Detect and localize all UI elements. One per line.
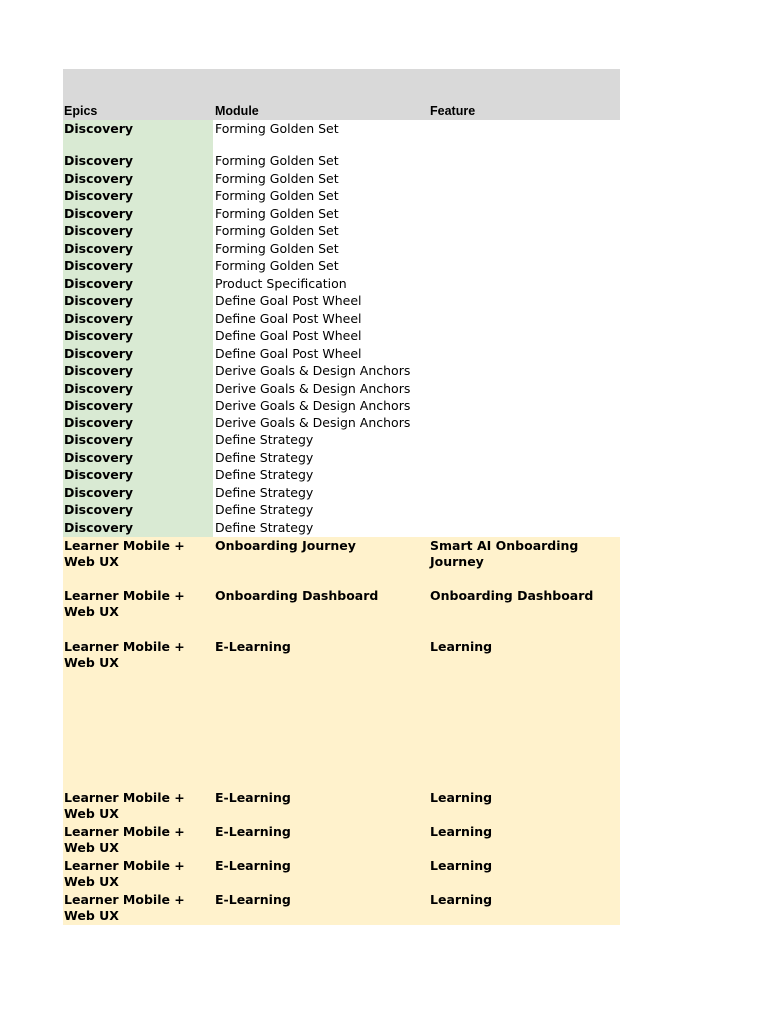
table-row bbox=[63, 170, 620, 187]
epic-cell: Learner Mobile + Web UX bbox=[64, 639, 185, 670]
table-row bbox=[63, 240, 620, 257]
module-cell: Define Strategy bbox=[215, 450, 314, 465]
learner-section bbox=[63, 537, 620, 925]
module-cell: E-Learning bbox=[215, 790, 291, 805]
table-row bbox=[63, 222, 620, 239]
table-row bbox=[63, 484, 620, 501]
module-cell: E-Learning bbox=[215, 824, 291, 839]
module-cell: Forming Golden Set bbox=[215, 258, 339, 273]
table-row bbox=[63, 501, 620, 518]
module-cell: E-Learning bbox=[215, 639, 291, 654]
epic-cell: Learner Mobile + Web UX bbox=[64, 892, 185, 923]
epic-cell: Discovery bbox=[64, 276, 134, 291]
epic-cell: Discovery bbox=[64, 363, 134, 378]
table-row bbox=[63, 431, 620, 448]
module-cell: Define Goal Post Wheel bbox=[215, 311, 362, 326]
feature-cell: Learning bbox=[430, 858, 493, 873]
table-row bbox=[63, 205, 620, 222]
table-row bbox=[63, 292, 620, 309]
epic-cell: Learner Mobile + Web UX bbox=[64, 538, 185, 569]
table-row bbox=[63, 362, 620, 379]
table-row bbox=[63, 449, 620, 466]
module-cell: Define Goal Post Wheel bbox=[215, 328, 362, 343]
module-cell: Forming Golden Set bbox=[215, 153, 339, 168]
header-row bbox=[63, 69, 620, 120]
header-feature: Feature bbox=[430, 104, 476, 118]
feature-cell: Learning bbox=[430, 824, 493, 839]
table-row bbox=[63, 327, 620, 344]
epic-cell: Discovery bbox=[64, 241, 134, 256]
epic-cell: Discovery bbox=[64, 346, 134, 361]
table-row bbox=[63, 380, 620, 397]
module-cell: Define Strategy bbox=[215, 467, 314, 482]
epic-cell: Discovery bbox=[64, 188, 134, 203]
spreadsheet bbox=[63, 69, 620, 925]
epic-cell: Discovery bbox=[64, 121, 134, 136]
module-cell: E-Learning bbox=[215, 892, 291, 907]
module-cell: Define Strategy bbox=[215, 432, 314, 447]
header-module: Module bbox=[215, 104, 259, 118]
epic-cell: Discovery bbox=[64, 206, 134, 221]
epic-cell: Learner Mobile + Web UX bbox=[64, 858, 185, 889]
module-cell: Derive Goals & Design Anchors bbox=[215, 398, 411, 413]
feature-cell: Onboarding Dashboard bbox=[430, 588, 594, 603]
module-cell: Define Strategy bbox=[215, 485, 314, 500]
module-cell: Forming Golden Set bbox=[215, 223, 339, 238]
table-row bbox=[63, 397, 620, 414]
module-cell: Forming Golden Set bbox=[215, 121, 339, 136]
module-cell: Product Specification bbox=[215, 276, 347, 291]
epic-cell: Discovery bbox=[64, 381, 134, 396]
feature-cell: Learning bbox=[430, 790, 493, 805]
epic-cell: Discovery bbox=[64, 502, 134, 517]
table-row bbox=[63, 275, 620, 292]
epic-cell: Discovery bbox=[64, 328, 134, 343]
epic-cell: Learner Mobile + Web UX bbox=[64, 790, 185, 821]
module-cell: Define Strategy bbox=[215, 502, 314, 517]
module-cell: E-Learning bbox=[215, 858, 291, 873]
module-cell: Forming Golden Set bbox=[215, 206, 339, 221]
epic-cell: Discovery bbox=[64, 450, 134, 465]
module-cell: Forming Golden Set bbox=[215, 241, 339, 256]
table-row bbox=[63, 120, 620, 137]
epic-cell: Discovery bbox=[64, 398, 134, 413]
epic-cell: Discovery bbox=[64, 293, 134, 308]
epic-cell: Discovery bbox=[64, 432, 134, 447]
epic-cell: Discovery bbox=[64, 311, 134, 326]
table-row bbox=[63, 310, 620, 327]
module-cell: Define Goal Post Wheel bbox=[215, 293, 362, 308]
epic-cell: Discovery bbox=[64, 520, 134, 535]
epic-cell: Discovery bbox=[64, 258, 134, 273]
epic-cell: Learner Mobile + Web UX bbox=[64, 588, 185, 619]
epic-cell: Discovery bbox=[64, 415, 134, 430]
module-cell: Derive Goals & Design Anchors bbox=[215, 415, 411, 430]
table-row bbox=[63, 345, 620, 362]
discovery-section bbox=[63, 120, 620, 537]
table-row bbox=[63, 187, 620, 204]
feature-cell: Learning bbox=[430, 639, 493, 654]
module-cell: Define Strategy bbox=[215, 520, 314, 535]
module-cell: Define Goal Post Wheel bbox=[215, 346, 362, 361]
epic-cell: Learner Mobile + Web UX bbox=[64, 824, 185, 855]
module-cell: Derive Goals & Design Anchors bbox=[215, 363, 411, 378]
module-cell: Derive Goals & Design Anchors bbox=[215, 381, 411, 396]
module-cell: Forming Golden Set bbox=[215, 188, 339, 203]
table-row bbox=[63, 257, 620, 274]
table-row bbox=[63, 466, 620, 483]
feature-cell: Learning bbox=[430, 892, 493, 907]
module-cell: Onboarding Dashboard bbox=[215, 588, 379, 603]
epic-cell: Discovery bbox=[64, 223, 134, 238]
module-cell: Forming Golden Set bbox=[215, 171, 339, 186]
table-row bbox=[63, 414, 620, 431]
epic-cell: Discovery bbox=[64, 485, 134, 500]
table-row bbox=[63, 519, 620, 536]
epic-cell: Discovery bbox=[64, 171, 134, 186]
epic-cell: Discovery bbox=[64, 153, 134, 168]
feature-cell: Smart AI Onboarding Journey bbox=[430, 538, 579, 569]
table-row bbox=[63, 152, 620, 169]
epic-cell: Discovery bbox=[64, 467, 134, 482]
header-epics: Epics bbox=[64, 104, 98, 118]
module-cell: Onboarding Journey bbox=[215, 538, 356, 553]
